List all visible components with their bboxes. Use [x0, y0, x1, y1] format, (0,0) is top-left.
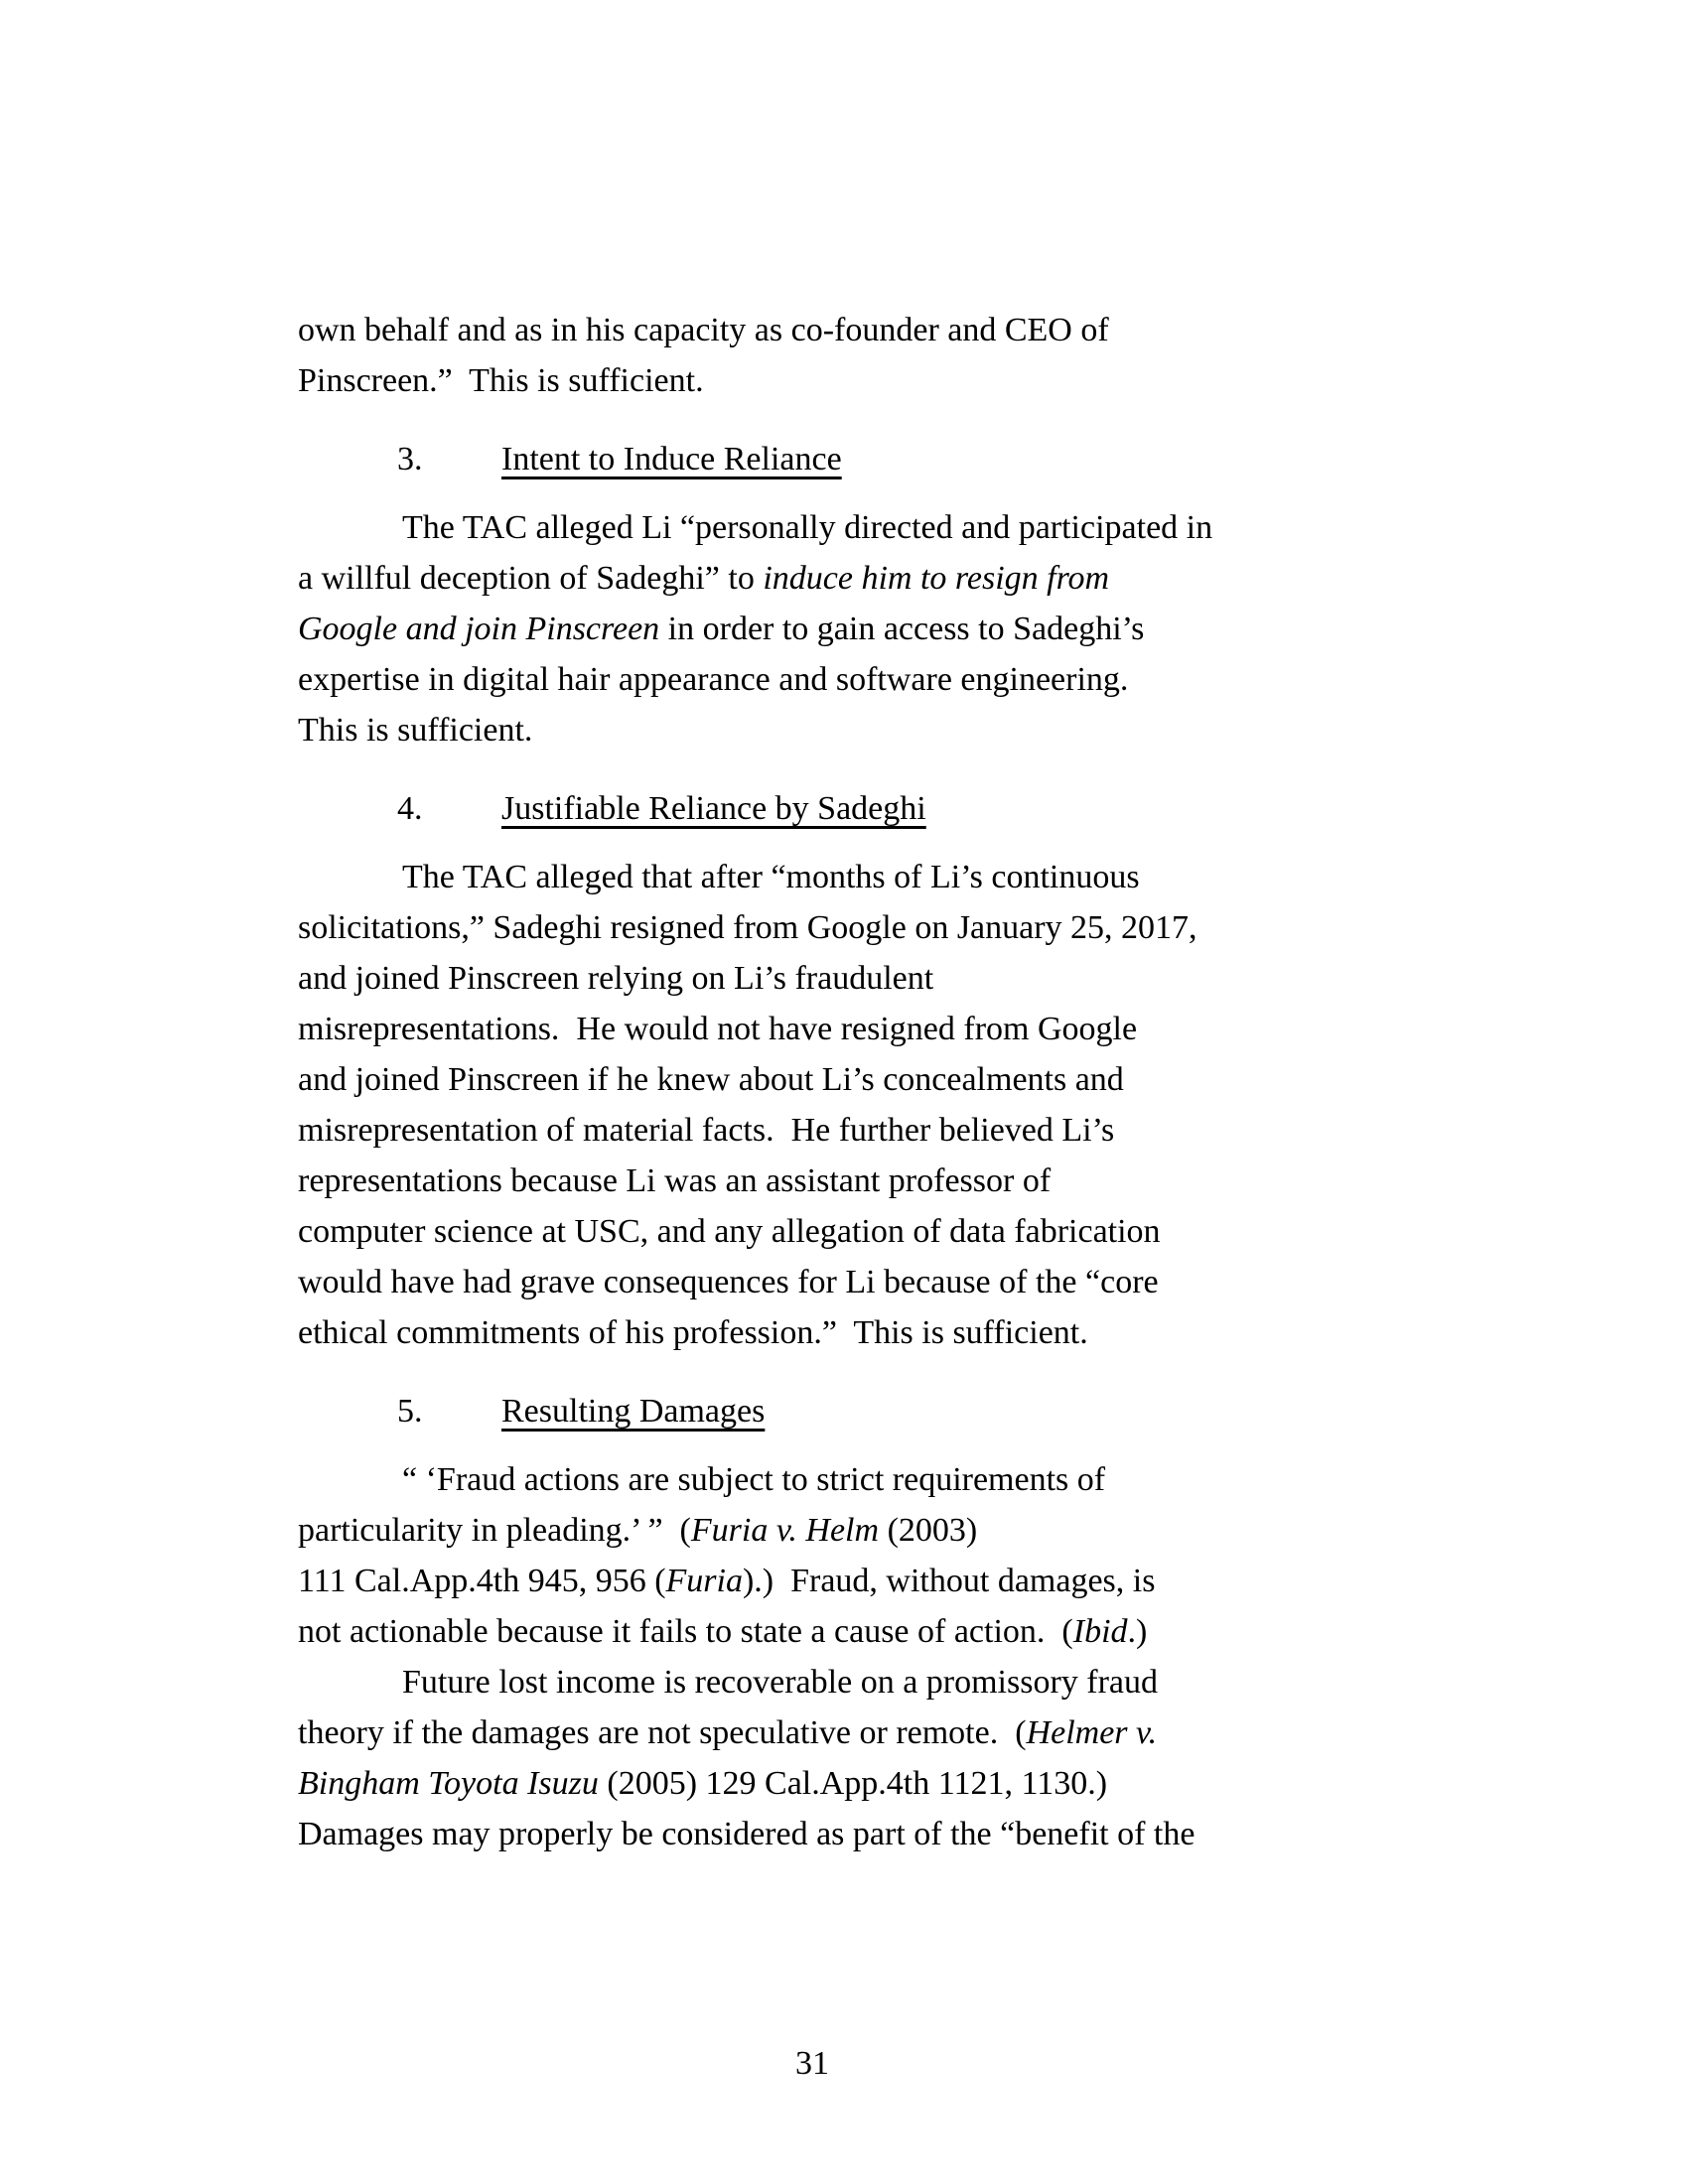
text-segment: This is sufficient. [298, 712, 533, 749]
text-line [298, 902, 1470, 953]
text-segment: (2005) 129 Cal.App.4th 1121, 1130.) [598, 1765, 1108, 1802]
italic-text: induce him to resign from [763, 560, 1110, 597]
text-segment: .) [1127, 1613, 1148, 1650]
text-segment: misrepresentations. He would not have resigned from Google [298, 1011, 1138, 1047]
text-segment: expertise in digital hair appearance and software engineering. [298, 661, 1129, 698]
body-text [298, 305, 1470, 1859]
page-number: 31 [795, 2045, 829, 2082]
text-segment: computer science at USC, and any allegation of data fabrication [298, 1213, 1161, 1250]
text-segment: misrepresentation of material facts. He further believed Li’s [298, 1112, 1115, 1149]
heading-number: 3. [397, 441, 423, 478]
text-segment: “ ‘Fraud actions are subject to strict requirements of [402, 1461, 1106, 1498]
text-line [298, 305, 1470, 355]
text-segment: and joined Pinscreen relying on Li’s fraudulent [298, 960, 934, 997]
text-line [298, 1156, 1470, 1206]
text-segment: The TAC alleged Li “personally directed and participated in [402, 509, 1213, 546]
italic-text: Google and join Pinscreen [298, 611, 660, 647]
text-line [298, 1257, 1470, 1307]
italic-text: Furia v. Helm [690, 1512, 880, 1549]
text-segment: would have had grave consequences for Li because of the “core [298, 1264, 1159, 1300]
section-heading [298, 783, 1470, 834]
text-segment: 111 Cal.App.4th 945, 956 ( [298, 1563, 666, 1599]
text-segment: ethical commitments of his profession.” This is sufficient. [298, 1314, 1088, 1351]
heading-title: Justifiable Reliance by Sadeghi [501, 790, 926, 827]
italic-text: Furia [665, 1563, 743, 1599]
text-segment: The TAC alleged that after “months of Li’s continuous [402, 859, 1140, 895]
heading-title: Resulting Damages [501, 1393, 766, 1430]
text-line [298, 1758, 1470, 1809]
text-segment: a willful deception of Sadeghi” to [298, 560, 764, 597]
text-line [298, 1505, 1470, 1556]
heading-title: Intent to Induce Reliance [501, 441, 842, 478]
heading-number: 5. [397, 1393, 423, 1430]
text-segment: Pinscreen.” This is sufficient. [298, 362, 704, 399]
text-segment: not actionable because it fails to state a cause of action. ( [298, 1613, 1073, 1650]
paragraph [298, 852, 1470, 1358]
text-line [298, 852, 1470, 902]
text-line [298, 1004, 1470, 1054]
text-line [298, 1809, 1470, 1859]
text-segment: representations because Li was an assistant professor of [298, 1162, 1052, 1199]
text-segment: Damages may properly be considered as part of the “benefit of the [298, 1816, 1196, 1852]
text-line [298, 1707, 1470, 1758]
text-line [298, 1054, 1470, 1105]
text-line [298, 1556, 1470, 1606]
heading-number: 4. [397, 790, 423, 827]
text-line [298, 1657, 1470, 1707]
text-line [298, 1454, 1470, 1505]
text-segment: in order to gain access to Sadeghi’s [659, 611, 1145, 647]
text-segment: particularity in pleading.’ ” ( [298, 1512, 691, 1549]
paragraph [298, 1454, 1470, 1657]
paragraph [298, 502, 1470, 755]
text-segment: own behalf and as in his capacity as co-founder and CEO of [298, 312, 1109, 348]
text-line [298, 1307, 1470, 1358]
paragraph [298, 305, 1470, 406]
text-line [298, 1606, 1470, 1657]
text-line [298, 1206, 1470, 1257]
text-segment: and joined Pinscreen if he knew about Li’s concealments and [298, 1061, 1124, 1098]
text-line [298, 705, 1470, 755]
section-heading [298, 1386, 1470, 1436]
text-line [298, 654, 1470, 705]
italic-text: Ibid [1072, 1613, 1128, 1650]
text-line [298, 604, 1470, 654]
text-line [298, 1105, 1470, 1156]
text-line [298, 355, 1470, 406]
text-segment: Future lost income is recoverable on a promissory fraud [402, 1664, 1159, 1701]
paragraph [298, 1657, 1470, 1859]
text-line [298, 502, 1470, 553]
italic-text: Helmer v. [1026, 1714, 1158, 1751]
text-line [298, 553, 1470, 604]
text-segment: (2003) [879, 1512, 978, 1549]
text-segment: theory if the damages are not speculative or remote. ( [298, 1714, 1027, 1751]
section-heading [298, 434, 1470, 484]
text-segment: ).) Fraud, without damages, is [742, 1563, 1156, 1599]
text-segment: solicitations,” Sadeghi resigned from Google on January 25, 2017, [298, 909, 1197, 946]
text-line [298, 953, 1470, 1004]
italic-text: Bingham Toyota Isuzu [298, 1765, 599, 1802]
